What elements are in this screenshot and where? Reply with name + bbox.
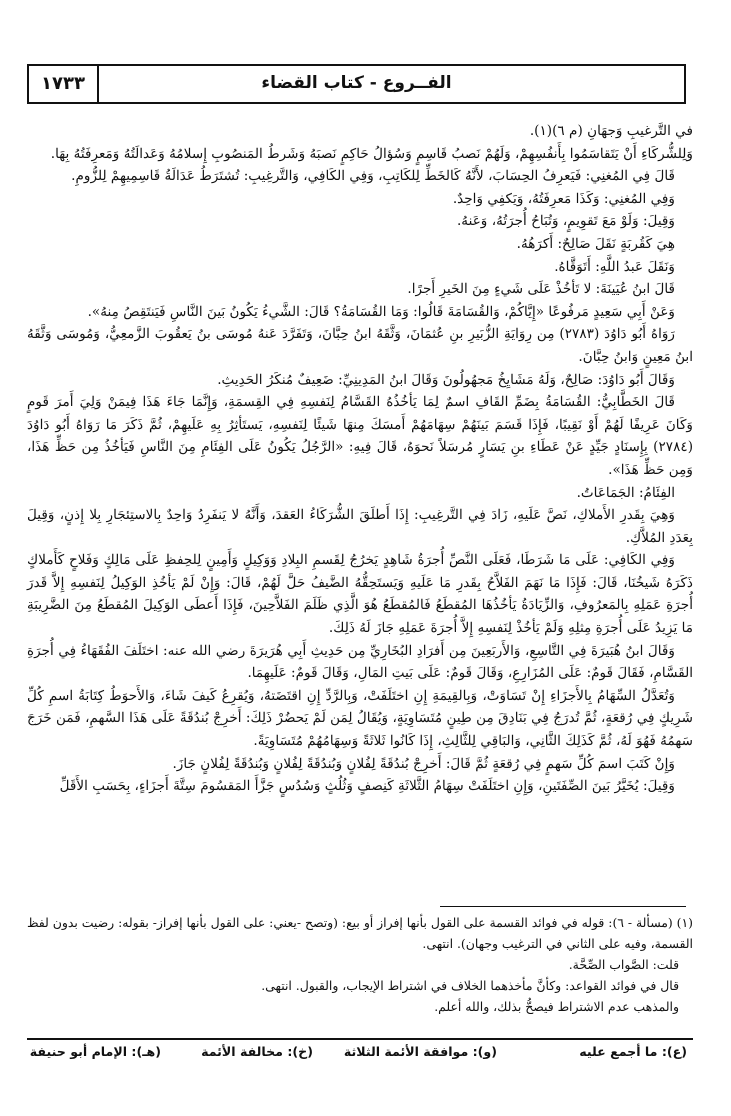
paragraph: في التَّرغيبِ وَجهَانِ (م ٦)(١). [529, 123, 693, 139]
footnote-line: قلت: الصَّواب الصِّحَّة. [568, 957, 679, 972]
main-text [27, 120, 693, 798]
paragraph: قَالَ فِي المُغنِي: فَيَعرِفُ الحِسَابَ، لأَنَّهُ كَالخَطِّ لِلكَاتِبِ، وَفِي الكَافِي، وَالتَّرغِيبِ: تُشتَرَطُ عَدَالَةُ قَاسِمِيهِمْ لِلزُّومِ. [71, 168, 675, 185]
paragraph: قَالَ الخَطَّابِيُّ: القُسَامَةُ بِضَمِّ القَافِ اسمٌ لِمَا يَأخُذُهُ القَسَّامُ لِنَفسِهِ فِي القِسمَةِ، وَإِنَّمَا جَاءَ هَذَا فِيمَنْ وَلِيَ أَمرَ قَومٍ وَكَانَ عَرِيفًا لَهُمْ أَوْ نَقِيبًا، فَإِذَا قَسَمَ بَينَهُمْ سِهَامَهُمْ أَمسَكَ مِنهَا شَيئًا لِنَفسِهِ، يَستَأثِرُ بِهِ عَلَيهِمْ، ثُمَّ ذَكَرَ مَا رَوَاهُ أَبُو دَاوُدَ (٢٧٨٤) بِإِسنَادٍ جَيِّدٍ عَنْ عَطَاءِ بنِ يَسَارٍ مُرسَلاً نَحوَهُ، قَالَ فِيهِ: «الرَّجُلُ يَكُونُ عَلَى الفِئَامِ مِنَ النَّاسِ فَيَأخُذُ مِن حَظِّ هَذَا، وَمِن حَظِّ هَذَا». [27, 394, 693, 478]
paragraph: وَقَالَ أَبُو دَاوُدَ: صَالِحٌ، وَلَهُ مَشَايِخُ مَجهُولُونَ وَقَالَ ابنُ المَدِينِيِّ: ضَعِيفٌ مُنكَرُ الحَدِيثِ. [217, 371, 675, 388]
legend-item: (ع): ما أجمع عليه [579, 1044, 687, 1059]
paragraph: وَتُعَدَّلُ السِّهَامُ بِالأَجزَاءِ إِنْ تَسَاوَتْ، وَبِالقِيمَةِ إِنِ اختَلَفَتْ، وَبِالرَّدِّ إِنِ اقتَضَتهُ، وَيُقرِعُ كَيفَ شَاءَ، وَالأَحوَطُ كِتَابَةُ اسمِ كُلِّ شَرِيكٍ فِي رُقعَةٍ، ثُمَّ تُدرَجُ فِي بَنَادِقَ مِن طِينٍ مُتَسَاوِيَةٍ، وَيُقَالُ لِمَن لَمْ يَحضُرْ ذَلِكَ: أَخرِجْ بُندُقَةً عَلَى هَذَا السَّهمِ، فَمَن خَرَجَ سَهمُهُ فَهُوَ لَهُ، ثُمَّ كَذَلِكَ الثَّانِي، وَالبَاقِي لِلثَّالِثِ، إِذَا كَانُوا ثَلاثَةً وَسِهَامُهُمْ مُتَسَاوِيَةً. [27, 687, 693, 750]
footnote-line: (١) (مسألة - ٦): قوله في فوائد القسمة على القول بأنها إفراز أو بيع: (وتصح -يعني: على القول بأنها إفراز- بقوله: رضيت بدون لفظ القسمة، وفيه على الثاني في الترغيب وجهان). انتهى. [27, 915, 693, 951]
paragraph: وَقَالَ ابنُ هُبَيرَةَ فِي التَّاسِعِ، وَالأَربَعِينَ مِن أَفرَادِ البُخَارِيِّ مِن حَدِيثِ أَبِي هُرَيرَةَ رضي الله عنه: اختَلَفَ الفُقَهَاءُ فِي أُجرَةِ القَسَّامِ، فَقَالَ قَومٌ: عَلَى المُزَارِعِ، وَقَالَ قَومٌ: عَلَى بَيتِ المَالِ، وَقَالَ قَومٌ: عَلَيهِمَا. [27, 642, 693, 682]
footnote-separator [440, 906, 686, 907]
footnotes [27, 912, 693, 1017]
paragraph: وَنَقَلَ عَبدُ اللَّهِ: أَتَوَقَّاهُ. [554, 258, 675, 275]
paragraph: وَفِي المُغنِي: وَكَذَا مَعرِفَتُهُ، وَيَكفِي وَاحِدٌ. [452, 190, 675, 207]
paragraph: وَإِنْ كَتَبَ اسمَ كُلِّ سَهمٍ فِي رُقعَةٍ ثُمَّ قَالَ: أَخرِجْ بُندُقَةً لِفُلانٍ وَبُندُقَةً لِفُلانٍ وَبُندُقَةً لِفُلانٍ جَازَ. [172, 755, 675, 772]
paragraph: وَفِي الكَافِي: عَلَى مَا شَرَطَا، فَعَلَى النَّصِّ أُجرَةُ شَاهِدٍ يَخرُجُ لِقَسمِ البِلادِ وَوَكِيلٍ وَأَمِينٍ لِلحِفظِ عَلَى مَالِكٍ وَفَلاحٍ كَأَملاكٍ ذَكَرَهُ شَيخُنَا، قَالَ: فَإِذَا مَا نَهَمَ الفَلاَّحُ بِقَدرِ مَا عَلَيهِ وَيَستَحِقُّهُ الضَّيفُ حَلَّ لَهُمْ، قَالَ: وَإِنْ لَمْ يَأخُذِ الوَكِيلُ لِنَفسِهِ إِلاَّ قَدرَ أُجرَةِ عَمَلِهِ بِالمَعرُوفِ، وَالزِّيَادَةُ يَأخُذُهَا المُقطَعُ فَالمُقطَعُ هُوَ الَّذِي ظَلَمَ الفَلاَّحِينَ، فَإِذَا أَعطَى الوَكِيلَ المُقطَعُ مِنَ الضَّرِيبَةِ مَا يَزِيدُ عَلَى أُجرَةِ مِثلِهِ وَلَمْ يَأخُذْ لِنَفسِهِ إِلاَّ أُجرَةَ عَمَلِهِ جَازَ لَهُ ذَلِكَ. [27, 552, 693, 637]
symbol-legend [27, 1038, 693, 1066]
page-number: ١٧٣٣ [29, 66, 99, 102]
paragraph: وَهِيَ بِقَدرِ الأَملاكِ، نَصَّ عَلَيهِ، زَادَ فِي التَّرغِيبِ: إِذَا أَطلَقَ الشُّرَكَاءُ العَقدَ، وَأَنَّهُ لا يَنفَرِدُ وَاحِدٌ بِالاستِئجَارِ بِلا إِذنٍ، وَقِيلَ بِعَدَدِ المُلاَّكِ. [27, 507, 693, 546]
footnote-line: قال في فوائد القواعد: وكأنَّ مأخذهما الخلاف في اشتراط الإيجاب، والقبول. انتهى. [261, 978, 679, 993]
running-header [27, 64, 686, 104]
legend-item: (خ): مخالفة الأئمة [201, 1044, 313, 1059]
paragraph: وَلِلشُّركَاءِ أَنْ يَتَقاسَمُوا بِأَنفُسِهِمْ، وَلَهُمْ نَصبُ قَاسِمٍ وَسُؤالُ حَاكِمٍ نَصبَهُ وَشَرطُ المَنصُوبِ إِسلامُهُ وَعَدالَتُهُ وَمَعرِفَتُهُ بِهَا. [50, 145, 693, 162]
paragraph: هِيَ كَقُربَةٍ نَقَلَ صَالِحٌ: أَكرَهُهُ. [516, 235, 675, 252]
paragraph: وَقِيلَ: يُخَيَّرُ بَينَ الصِّفَتَينِ، وَإِنِ اختَلَفَتْ سِهَامُ الثَّلاثَةِ كَنِصفٍ وَثُلُثٍ وَسُدُسٍ جَزَّأَ المَقسُومَ سِتَّةَ أَجزَاءٍ، بِحَسَبِ الأَقَلِّ [59, 778, 675, 795]
paragraph: الفِئَامُ: الجَمَاعَاتُ. [576, 484, 675, 501]
paragraph: رَوَاهُ أَبُو دَاوُدَ (٢٧٨٣) مِن رِوَايَةِ الزُّبَيرِ بنِ عُثمَانَ، وَثَّقَهُ ابنُ حِبَّانَ، وَتَفَرَّدَ عَنهُ مُوسَى بنُ يَعقُوبَ الزَّمعِيُّ، وَمُوسَى وَثَّقَهُ ابنُ مَعِينٍ وَابنُ حِبَّانَ. [27, 326, 693, 365]
header-title: الفــروع - كتاب القضاء [261, 73, 452, 93]
paragraph: وَعَنْ أَبِي سَعِيدٍ مَرفُوعًا «إِيَّاكُمْ، وَالقُسَامَةَ قَالُوا: وَمَا القُسَامَةُ؟ قَالَ: الشَّيءُ يَكُونُ بَينَ النَّاسِ فَيَنتَقِصُ مِنهُ». [87, 303, 675, 320]
paragraph: وَقِيلَ: وَلَوْ مَعَ تَقوِيمٍ، وَتُبَاحُ أُجرَتُهُ، وَعَنهُ. [456, 213, 675, 230]
paragraph: قَالَ ابنُ عُيَينَةَ: لا تَأخُذْ عَلَى شَيءٍ مِنَ الخَيرِ أَجرًا. [407, 281, 675, 298]
legend-item: (و): موافقة الأئمة الثلاثة [343, 1044, 497, 1059]
legend-item: (هـ): الإمام أبو حنيفة [29, 1044, 161, 1059]
footnote-line: والمذهب عدم الاشتراط فيصحُّ بذلك، والله أعلم. [434, 999, 679, 1014]
